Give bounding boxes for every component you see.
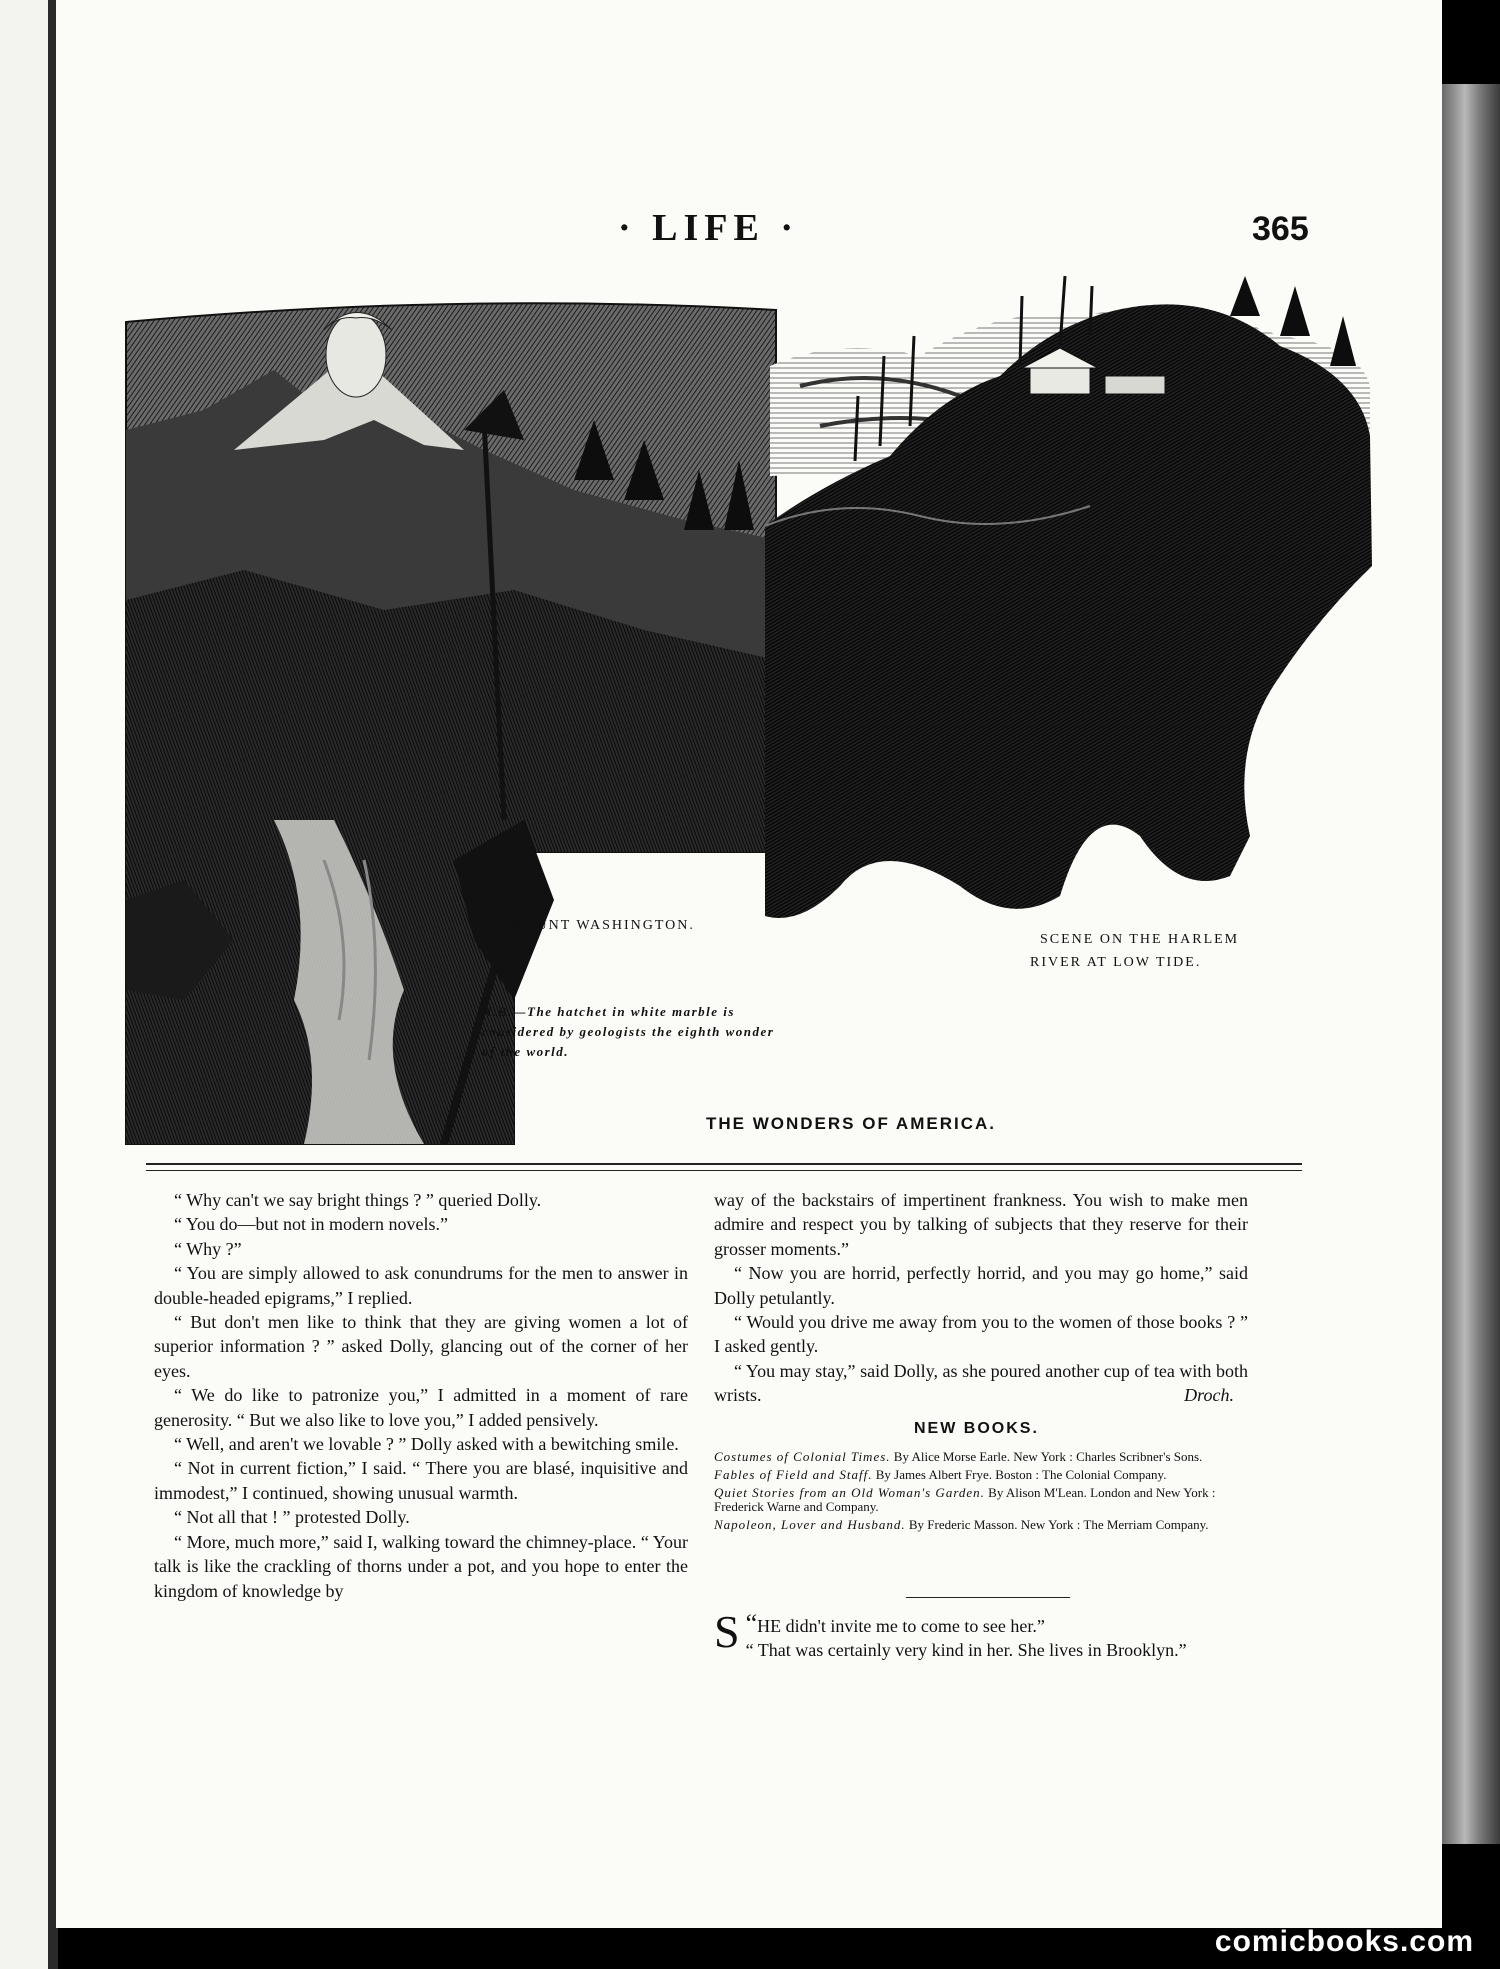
book-entry bbox=[714, 1450, 1248, 1464]
author-signature: Droch. bbox=[1184, 1385, 1234, 1406]
book-detail: By Alice Morse Earle. New York : Charles Scribner's Sons. bbox=[893, 1449, 1203, 1464]
joke-first-line bbox=[714, 1606, 1248, 1663]
magazine-page bbox=[56, 0, 1442, 1928]
feature-title: THE WONDERS OF AMERICA. bbox=[706, 1114, 996, 1133]
book-entry bbox=[714, 1518, 1248, 1532]
story-paragraph: “ Well, and aren't we lovable ? ” Dolly asked with a bewitching smile. bbox=[174, 1434, 679, 1455]
book-entry bbox=[714, 1486, 1248, 1514]
story-paragraph: “ Why ?” bbox=[174, 1238, 242, 1259]
open-quote: “ bbox=[745, 1609, 758, 1638]
book-title: Napoleon, Lover and Husband. bbox=[714, 1517, 906, 1532]
story-paragraph: “ Now you are horrid, perfectly horrid, and you may go home,” said Dolly petulantly. bbox=[714, 1263, 1248, 1308]
book-title: Quiet Stories from an Old Woman's Garden. bbox=[714, 1485, 985, 1500]
story-column-left bbox=[154, 1188, 688, 1603]
harlem-river-engraving bbox=[760, 276, 1378, 926]
joke-line1: HE didn't invite me to come to see her.” bbox=[757, 1616, 1045, 1636]
page-stack-edge bbox=[1436, 84, 1500, 1844]
story-column-right bbox=[714, 1188, 1248, 1408]
page-number: 365 bbox=[1252, 210, 1309, 248]
section-rule-top bbox=[146, 1163, 1302, 1165]
story-paragraph: “ More, much more,” said I, walking toward the chimney-place. “ Your talk is like the crackling of thorns under a pot, and you hope to enter the kingdom of knowledge by bbox=[154, 1531, 688, 1601]
book-title: Costumes of Colonial Times. bbox=[714, 1449, 891, 1464]
story-paragraph: “ But don't men like to think that they are giving women a lot of superior information ? ” asked Dolly, glancing out of the corner of her eyes. bbox=[154, 1312, 688, 1381]
book-title: Fables of Field and Staff. bbox=[714, 1467, 873, 1482]
mount-washington-caption: MOUNT WASHINGTON. bbox=[510, 918, 695, 933]
story-paragraph: “ You do—but not in modern novels.” bbox=[174, 1214, 448, 1235]
story-paragraph: “ Not in current fiction,” I said. “ There you are blasé, inquisitive and immodest,” I continued, showing unusual warmth. bbox=[154, 1458, 688, 1503]
book-detail: By James Albert Frye. Boston : The Colonial Company. bbox=[875, 1467, 1167, 1482]
new-books-list bbox=[714, 1450, 1248, 1536]
hatchet-footnote: N.B.—The hatchet in white marble is considered by geologists the eighth wonder of the world. bbox=[482, 1004, 775, 1059]
book-detail: By Frederic Masson. New York : The Merriam Company. bbox=[908, 1517, 1209, 1532]
harlem-river-illustration bbox=[760, 276, 1378, 926]
facing-page-edge bbox=[0, 0, 58, 1969]
harlem-river-caption-line1: SCENE ON THE HARLEM bbox=[1040, 932, 1240, 947]
joke-block bbox=[714, 1606, 1248, 1663]
joke-line2: “ That was certainly very kind in her. She lives in Brooklyn.” bbox=[745, 1640, 1187, 1661]
section-rule-bottom bbox=[146, 1170, 1302, 1171]
drop-cap: S bbox=[714, 1606, 740, 1657]
short-rule bbox=[906, 1597, 1070, 1598]
story-paragraph-last bbox=[714, 1359, 1248, 1408]
story-paragraph: “ You are simply allowed to ask conundrums for the men to answer in double-headed epigrams,” I replied. bbox=[154, 1263, 688, 1308]
story-paragraph: “ Why can't we say bright things ? ” queried Dolly. bbox=[174, 1190, 542, 1210]
watermark-logo: comicbooks.com bbox=[1214, 1925, 1474, 1958]
story-paragraph: “ Not all that ! ” protested Dolly. bbox=[174, 1507, 410, 1528]
book-detail: By Alison M'Lean. London and New York : Frederick Warne and Company. bbox=[714, 1485, 1216, 1514]
story-continuation: way of the backstairs of impertinent frankness. You wish to make men admire and respect you by talking of subjects that they reserve for their grosser moments.” bbox=[714, 1190, 1248, 1259]
book-entry bbox=[714, 1468, 1248, 1482]
harlem-river-caption-line2: RIVER AT LOW TIDE. bbox=[1030, 955, 1202, 970]
story-paragraph: “ Would you drive me away from you to the women of those books ? ” I asked gently. bbox=[714, 1312, 1248, 1357]
story-last-text: “ You may stay,” said Dolly, as she poured another cup of tea with both wrists. bbox=[714, 1360, 1248, 1406]
new-books-heading: NEW BOOKS. bbox=[914, 1420, 1039, 1437]
masthead: · LIFE · bbox=[618, 207, 800, 249]
story-paragraph: “ We do like to patronize you,” I admitted in a moment of rare generosity. “ But we also like to love you,” I added pensively. bbox=[154, 1385, 688, 1430]
